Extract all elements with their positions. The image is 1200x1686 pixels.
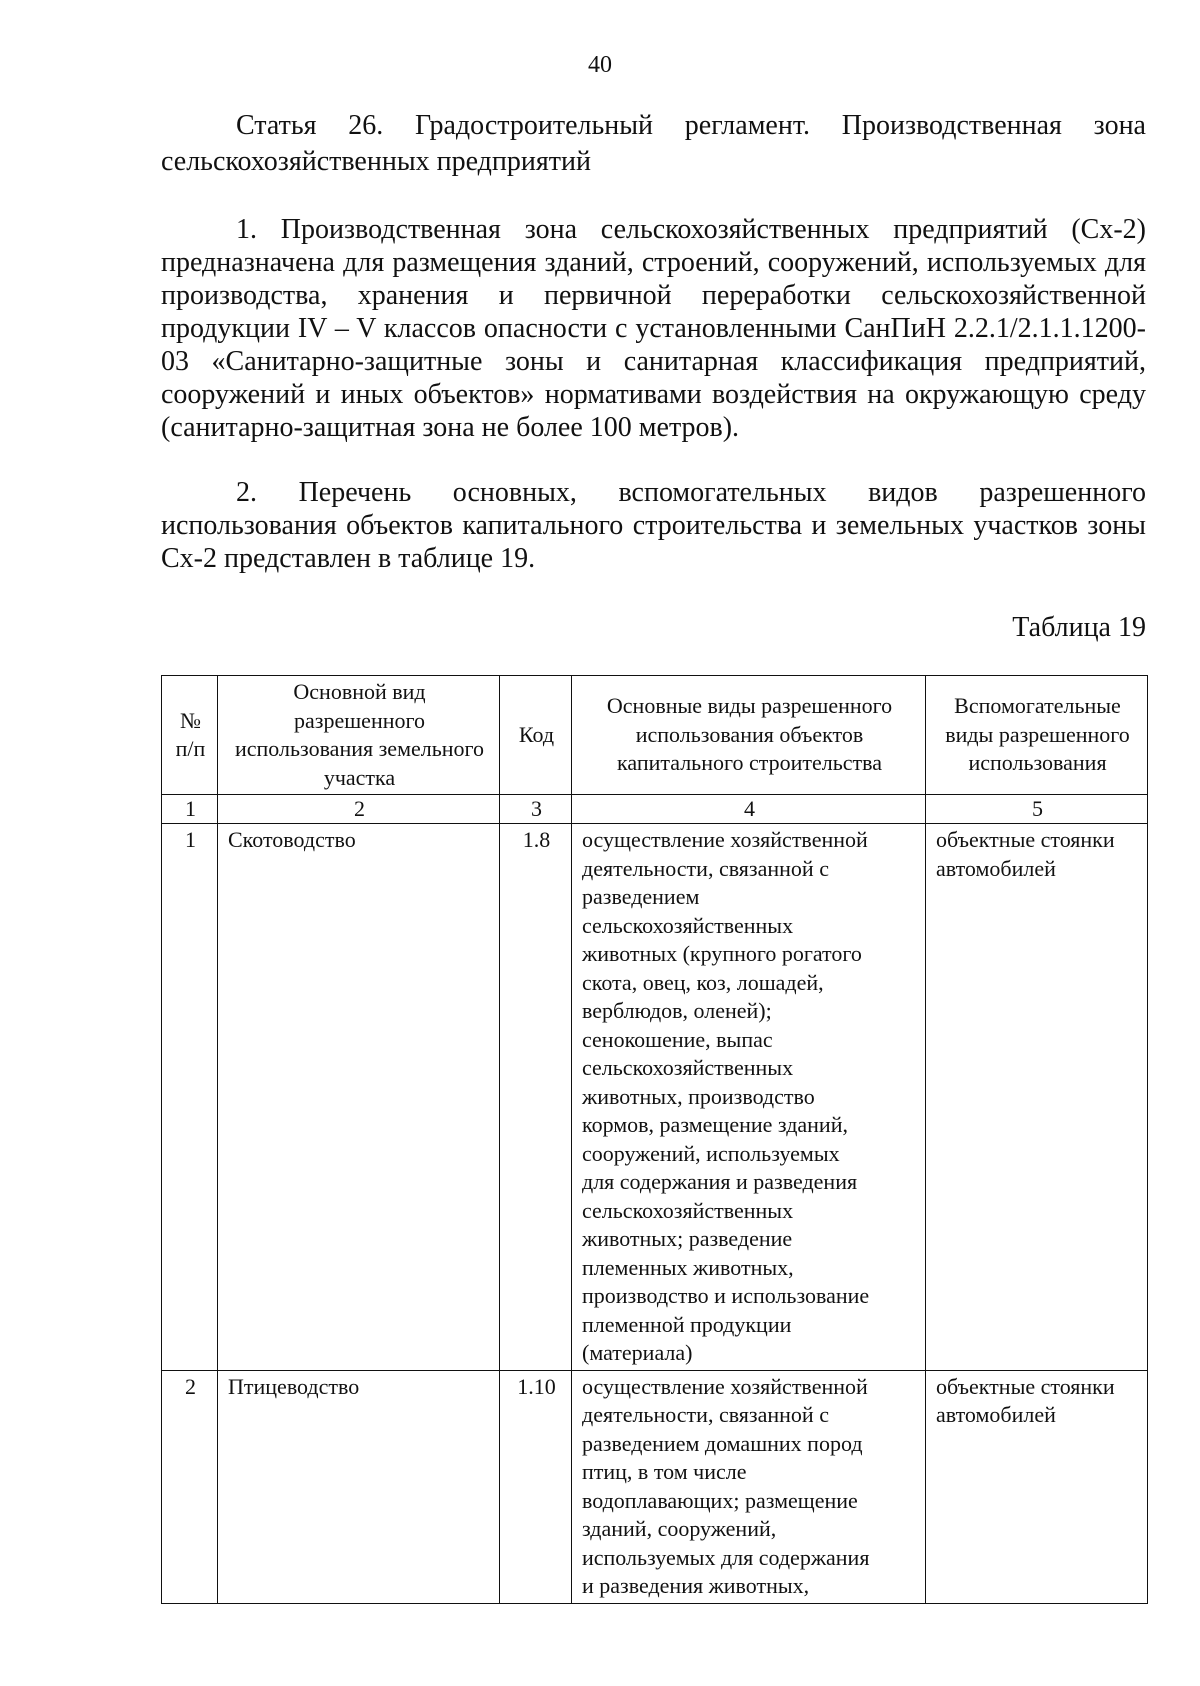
row-type: Птицеводство (218, 1370, 500, 1603)
heading-line-1: Статья 26. Градостроительный регламент. Производственная зона (236, 110, 1146, 141)
article-heading (161, 108, 1146, 180)
column-number: 1 (162, 795, 218, 824)
header-num: № п/п (162, 676, 218, 795)
table-row (162, 1370, 1148, 1603)
column-number: 4 (572, 795, 926, 824)
column-number: 3 (500, 795, 572, 824)
column-number: 2 (218, 795, 500, 824)
row-num: 2 (162, 1370, 218, 1603)
table-row (162, 824, 1148, 1371)
zone-table (161, 675, 1148, 1604)
header-main-type: Основной вид разрешенного использования земельного участка (218, 676, 500, 795)
paragraph-2: 2. Перечень основных, вспомогательных видов разрешенного использования объектов капитального строительства и земельных участков зоны Сх-2 представлен в таблице 19. (161, 477, 1146, 574)
row-type: Скотоводство (218, 824, 500, 1371)
row-main-uses: осуществление хозяйственной деятельности, связанной с разведением сельскохозяйственных животных (крупного рогатого скота, овец, коз, лошадей, верблюдов, оленей); сенокошение, выпас сельскохозяйственных животных, производство кормов, размещение зданий, сооружений, используемых для содержания и разведения сельскохозяйственных животных; разведение племенных животных, производство и использование племенной продукции (материала) (572, 824, 926, 1371)
table-caption: Таблица 19 (1012, 612, 1146, 643)
table-header-row (162, 676, 1148, 795)
row-aux-uses: объектные стоянки автомобилей (926, 1370, 1148, 1603)
column-number: 5 (926, 795, 1148, 824)
header-main-uses: Основные виды разрешенного использования объектов капитального строительства (572, 676, 926, 795)
row-num: 1 (162, 824, 218, 1371)
paragraph-1: 1. Производственная зона сельскохозяйственных предприятий (Сх-2) предназначена для размещения зданий, строений, сооружений, используемых для производства, хранения и первичной переработки сельскохозяйственной продукции IV – V классов опасности с установленными СанПиН 2.2.1/2.1.1.1200-03 «Санитарно-защитные зоны и санитарная классификация предприятий, сооружений и иных объектов» нормативами воздействия на окружающую среду (санитарно-защитная зона не более 100 метров). (161, 214, 1146, 443)
header-aux-uses: Вспомогательные виды разрешенного использования (926, 676, 1148, 795)
heading-line-2: сельскохозяйственных предприятий (161, 146, 591, 177)
column-number-row (162, 795, 1148, 824)
header-code: Код (500, 676, 572, 795)
row-code: 1.8 (500, 824, 572, 1371)
page-number: 40 (588, 52, 612, 78)
row-aux-uses: объектные стоянки автомобилей (926, 824, 1148, 1371)
row-main-uses: осуществление хозяйственной деятельности, связанной с разведением домашних пород птиц, в том числе водоплавающих; размещение зданий, сооружений, используемых для содержания и разведения животных, (572, 1370, 926, 1603)
row-code: 1.10 (500, 1370, 572, 1603)
